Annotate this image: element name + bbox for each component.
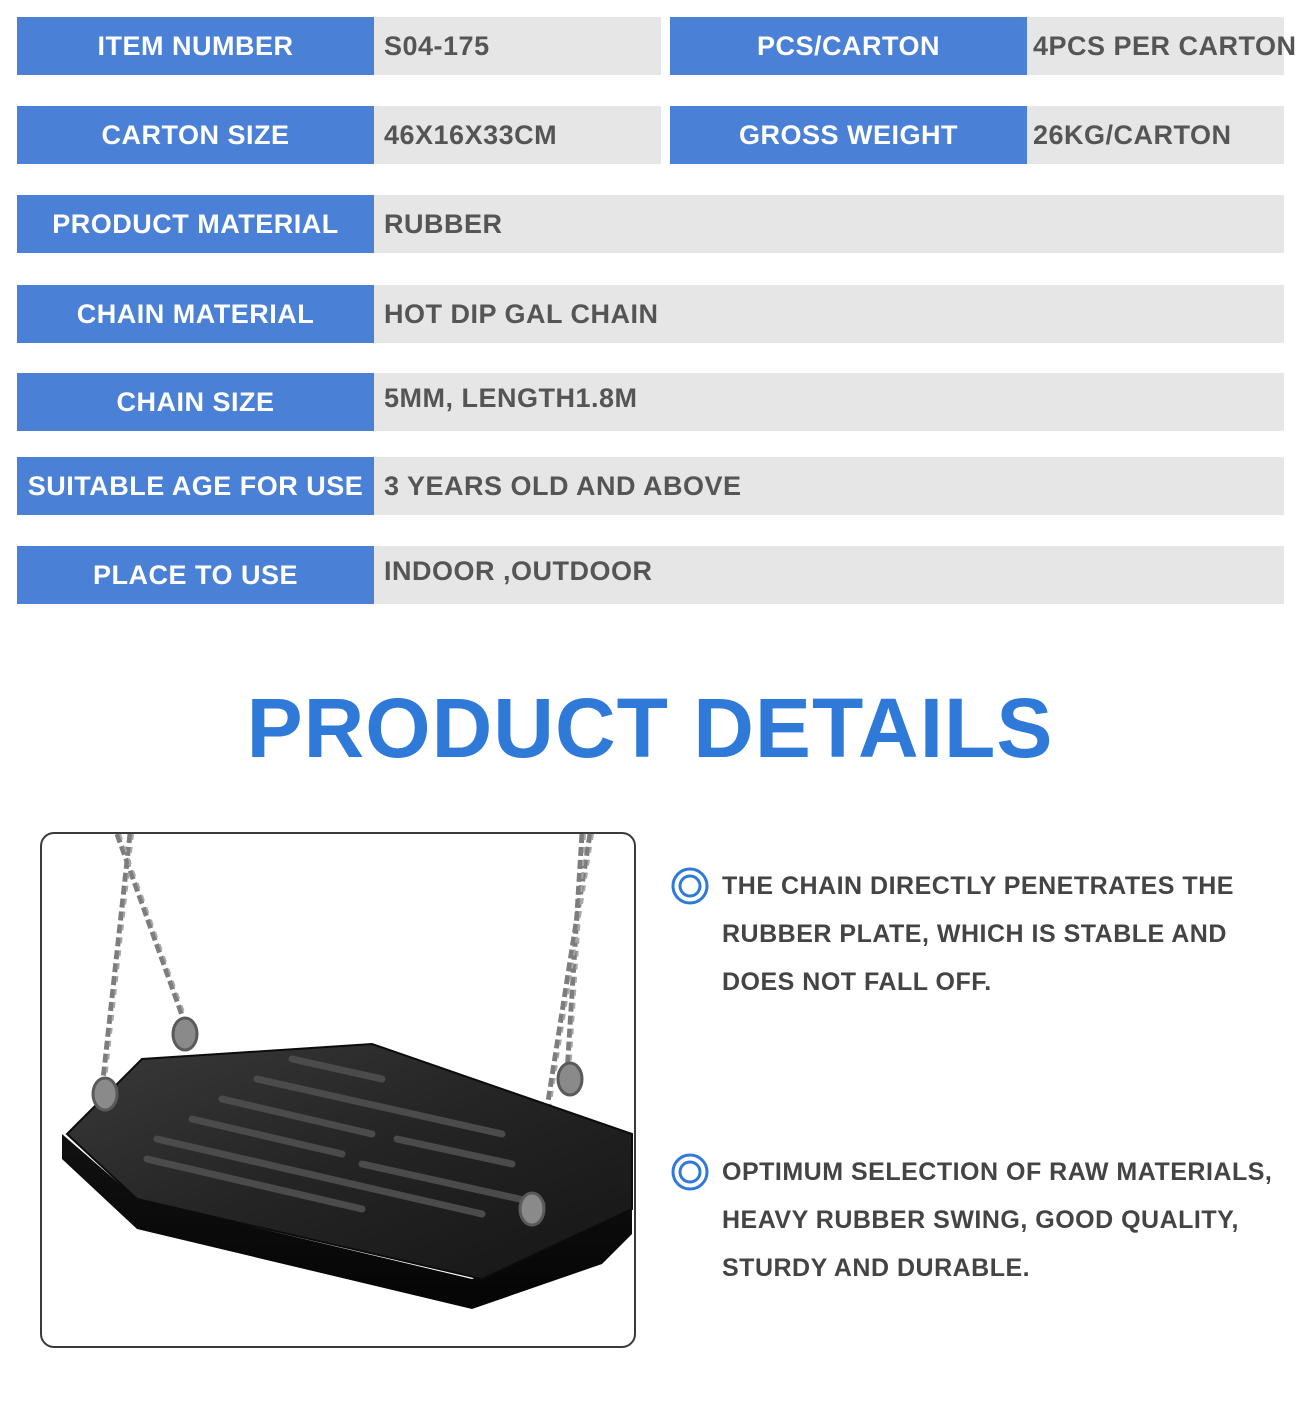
spec-row-carton-size xyxy=(17,106,661,164)
spec-row-suitable-age xyxy=(17,457,1284,515)
page-title: PRODUCT DETAILS xyxy=(246,681,1054,775)
spec-label: SUITABLE AGE FOR USE xyxy=(17,457,374,515)
product-image xyxy=(40,832,636,1348)
spec-value: 46X16X33CM xyxy=(374,106,661,164)
spec-label: ITEM NUMBER xyxy=(17,17,374,75)
spec-value: 5MM, LENGTH1.8M xyxy=(374,373,1284,431)
target-circle-icon xyxy=(670,1152,710,1192)
spec-value: RUBBER xyxy=(374,195,1284,253)
spec-row-pcs-carton xyxy=(670,17,1297,75)
spec-value: 26KG/CARTON xyxy=(1027,106,1284,164)
spec-value: 4PCS PER CARTON xyxy=(1027,17,1284,75)
spec-value: INDOOR ,OUTDOOR xyxy=(374,546,1284,604)
feature-item xyxy=(670,862,1300,1012)
spec-row-product-material xyxy=(17,195,1284,253)
feature-item xyxy=(670,1148,1300,1298)
rubber-swing-illustration xyxy=(42,834,634,1346)
spec-row-place-to-use xyxy=(17,546,1284,604)
spec-row-item-number xyxy=(17,17,661,75)
feature-text: THE CHAIN DIRECTLY PENETRATES THE RUBBER PLATE, WHICH IS STABLE AND DOES NOT FALL OFF. xyxy=(722,872,1234,996)
spec-row-chain-material xyxy=(17,285,1284,343)
spec-label: CHAIN SIZE xyxy=(17,373,374,431)
target-circle-icon xyxy=(670,866,710,906)
spec-value: HOT DIP GAL CHAIN xyxy=(374,285,1284,343)
spec-label: CHAIN MATERIAL xyxy=(17,285,374,343)
spec-label: PCS/CARTON xyxy=(670,17,1027,75)
spec-value: S04-175 xyxy=(374,17,661,75)
spec-label: CARTON SIZE xyxy=(17,106,374,164)
spec-row-gross-weight xyxy=(670,106,1284,164)
spec-row-chain-size xyxy=(17,373,1284,431)
feature-text: OPTIMUM SELECTION OF RAW MATERIALS, HEAVY RUBBER SWING, GOOD QUALITY, STURDY AND DURABLE. xyxy=(722,1158,1273,1282)
spec-value: 3 YEARS OLD AND ABOVE xyxy=(374,457,1284,515)
spec-label: GROSS WEIGHT xyxy=(670,106,1027,164)
spec-label: PLACE TO USE xyxy=(17,546,374,604)
spec-label: PRODUCT MATERIAL xyxy=(17,195,374,253)
